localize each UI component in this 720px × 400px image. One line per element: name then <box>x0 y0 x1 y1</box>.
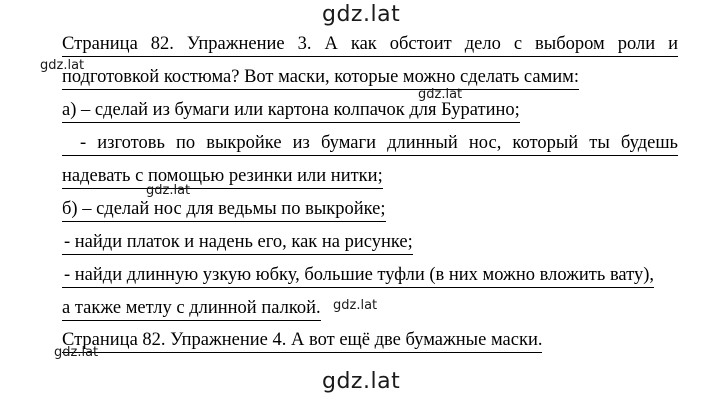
text-line-6: б) – сделай нос для ведьмы по выкройке; <box>62 198 386 222</box>
text-line-1: Страница 82. Упражнение 3. А как обстоит дело с выбором роли и <box>62 33 678 57</box>
text-line-9: а также метлу с длинной палкой. <box>62 297 321 321</box>
watermark-bottom: gdz.lat <box>322 369 401 394</box>
watermark-inline-4: gdz.lat <box>333 298 378 313</box>
text-line-5: надевать с помощью резинки или нитки; <box>62 165 383 189</box>
watermark-inline-1: gdz.lat <box>40 58 85 73</box>
text-line-8: - найди длинную узкую юбку, большие туфли (в них можно вложить вату), <box>62 264 654 288</box>
watermark-inline-2: gdz.lat <box>418 87 463 102</box>
text-line-4: - изготовь по выкройке из бумаги длинный нос, который ты будешь <box>62 132 678 156</box>
watermark-inline-3: gdz.lat <box>146 183 191 198</box>
text-line-3: а) – сделай из бумаги или картона колпачок для Буратино; <box>62 99 520 123</box>
watermark-inline-5: gdz.lat <box>54 345 99 360</box>
text-line-7: - найди платок и надень его, как на рисунке; <box>62 231 413 255</box>
text-line-10: Страница 82. Упражнение 4. А вот ещё две бумажные маски. <box>62 329 542 353</box>
text-line-2: подготовкой костюма? Вот маски, которые можно сделать самим: <box>62 66 579 90</box>
watermark-top: gdz.lat <box>322 2 401 27</box>
